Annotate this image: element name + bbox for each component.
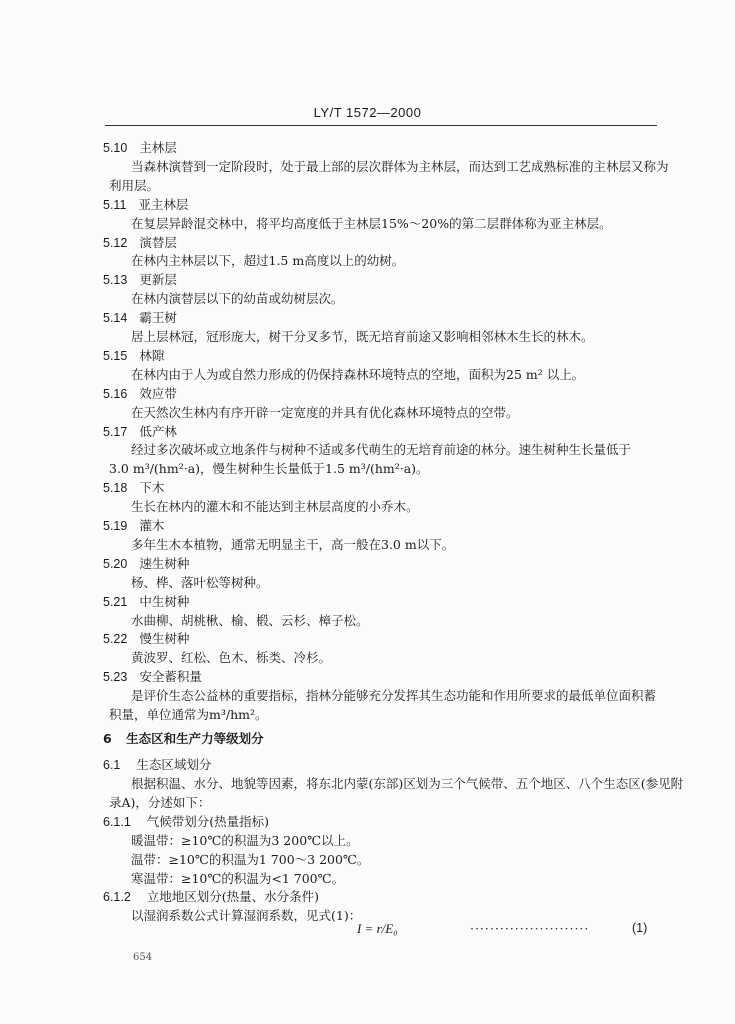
term-heading (103, 629, 189, 647)
term-title: 林隙 (139, 347, 165, 363)
term-title: 效应带 (139, 385, 177, 401)
term-number: 5.20 (103, 556, 128, 571)
term-definition-line: 在林内由于人为或自然力形成的仍保持森林环境特点的空地，面积为25 m² 以上。 (131, 366, 585, 382)
subsection-6-1-1-heading (103, 812, 269, 830)
page-number: 654 (133, 952, 153, 963)
term-definition-line: 黄波罗、红松、色木、栎类、冷杉。 (131, 650, 332, 666)
term-heading (103, 270, 177, 288)
section-6-heading (103, 729, 264, 747)
term-heading (103, 516, 164, 534)
term-title: 灌木 (139, 518, 165, 533)
page-header-code: LY/T 1572—2000 (313, 105, 422, 120)
climate-cold-temperate: 寒温带：≥10℃的积温为<1 700℃。 (131, 871, 345, 886)
term-number: 5.17 (103, 424, 128, 439)
term-title: 慢生树种 (139, 631, 190, 647)
term-definition-line: 积量，单位通常为m³/hm²。 (109, 707, 268, 722)
term-definition-line: 杨、桦、落叶松等树种。 (131, 574, 269, 590)
term-number: 5.18 (103, 481, 128, 496)
subsection-6-1-2-line-1: 以湿润系数公式计算湿润系数，见式(1)： (131, 908, 362, 923)
term-title: 低产林 (139, 423, 177, 439)
subsection-6-1-heading (103, 755, 211, 773)
climate-temperate: 温带：≥10℃的积温为1 700～3 200℃。 (131, 852, 370, 867)
term-title: 速生树种 (139, 555, 190, 571)
subsection-6-1-2-title: 立地地区划分(热量、水分条件) (146, 889, 320, 904)
term-definition-line: 在复层异龄混交林中，将平均高度低于主林层15%～20%的第二层群体称为亚主林层。 (131, 215, 612, 231)
term-title: 主林层 (139, 140, 177, 155)
term-definition-line: 居上层林冠，冠形庞大，树干分叉多节，既无培育前途又影响相邻林木生长的林木。 (131, 329, 594, 344)
term-title: 安全蓄积量 (139, 669, 202, 685)
term-heading (103, 138, 177, 156)
term-title: 演替层 (139, 234, 177, 250)
climate-warm-temperate: 暖温带：≥10℃的积温为3 200℃以上。 (131, 833, 359, 848)
term-number: 5.12 (103, 235, 128, 250)
term-definition-line: 当森林演替到一定阶段时，处于最上部的层次群体为主林层，而达到工艺成熟标准的主林层又称为 (131, 158, 669, 174)
term-number: 5.13 (103, 273, 128, 288)
term-title: 下木 (139, 480, 165, 496)
term-heading (103, 195, 188, 213)
term-heading (103, 667, 202, 685)
term-definition-line: 水曲柳、胡桃楸、榆、椴、云杉、樟子松。 (131, 612, 369, 628)
section-6-title: 生态区和生产力等级划分 (126, 731, 264, 746)
term-heading (103, 308, 177, 326)
term-number: 5.16 (103, 386, 128, 401)
subsection-6-1-2-heading (103, 887, 319, 905)
term-heading (103, 592, 189, 610)
subsection-6-1-line-2: 录A)，分述如下： (109, 795, 211, 810)
term-definition-line: 经过多次破坏或立地条件与树种不适或多代萌生的无培育前途的林分。速生树种生长量低于 (131, 442, 632, 458)
subsection-6-1-line-1: 根据积温、水分、地貌等因素，将东北内蒙(东部)区划为三个气候带、五个地区、八个生态区(参见附 (131, 776, 684, 791)
term-heading (103, 554, 189, 572)
term-number: 5.19 (103, 519, 128, 533)
term-definition-line: 多年生木本植物，通常无明显主干，高一般在3.0 m以下。 (131, 536, 455, 552)
term-number: 5.15 (103, 348, 128, 363)
subsection-6-1-title: 生态区域划分 (136, 757, 212, 772)
formula-number: (1) (632, 921, 648, 935)
term-heading (103, 346, 164, 364)
term-number: 5.22 (103, 632, 128, 647)
formula-expression: I = r/E₀ (357, 921, 398, 936)
term-definition-line: 3.0 m³/(hm²·a)，慢生树种生长量低于1.5 m³/(hm²·a)。 (109, 461, 429, 477)
term-number: 5.11 (103, 197, 127, 212)
subsection-6-1-2-number: 6.1.2 (103, 890, 131, 904)
term-title: 亚主林层 (138, 196, 189, 212)
term-heading (103, 384, 177, 402)
term-definition-line: 生长在林内的灌木和不能达到主林层高度的小乔木。 (131, 499, 419, 515)
term-heading (103, 422, 177, 440)
term-number: 5.14 (103, 311, 128, 326)
term-title: 霸王树 (139, 310, 177, 326)
term-definition-line: 在天然次生林内有序开辟一定宽度的并具有优化森林环境特点的空带。 (131, 404, 519, 420)
term-number: 5.21 (103, 594, 128, 609)
term-number: 5.23 (103, 670, 128, 685)
section-6-number: 6 (103, 731, 112, 746)
formula-leader-dots: ························ (470, 921, 590, 936)
term-definition-line: 在林内主林层以下，超过1.5 m高度以上的幼树。 (131, 253, 405, 269)
term-definition-line: 利用层。 (109, 177, 160, 193)
subsection-6-1-1-number: 6.1.1 (103, 815, 131, 829)
term-definition-line: 在林内演替层以下的幼苗或幼树层次。 (131, 291, 344, 307)
term-title: 更新层 (139, 272, 177, 288)
term-title: 中生树种 (139, 593, 190, 609)
term-heading (103, 478, 164, 496)
term-number: 5.10 (103, 141, 128, 155)
subsection-6-1-1-title: 气候带划分(热量指标) (146, 814, 270, 829)
term-definition-line: 是评价生态公益林的重要指标，指林分能够充分发挥其生态功能和作用所要求的最低单位面积蓄 (131, 688, 657, 704)
term-heading (103, 233, 177, 251)
header-rule (105, 125, 657, 126)
subsection-6-1-number: 6.1 (103, 758, 121, 772)
